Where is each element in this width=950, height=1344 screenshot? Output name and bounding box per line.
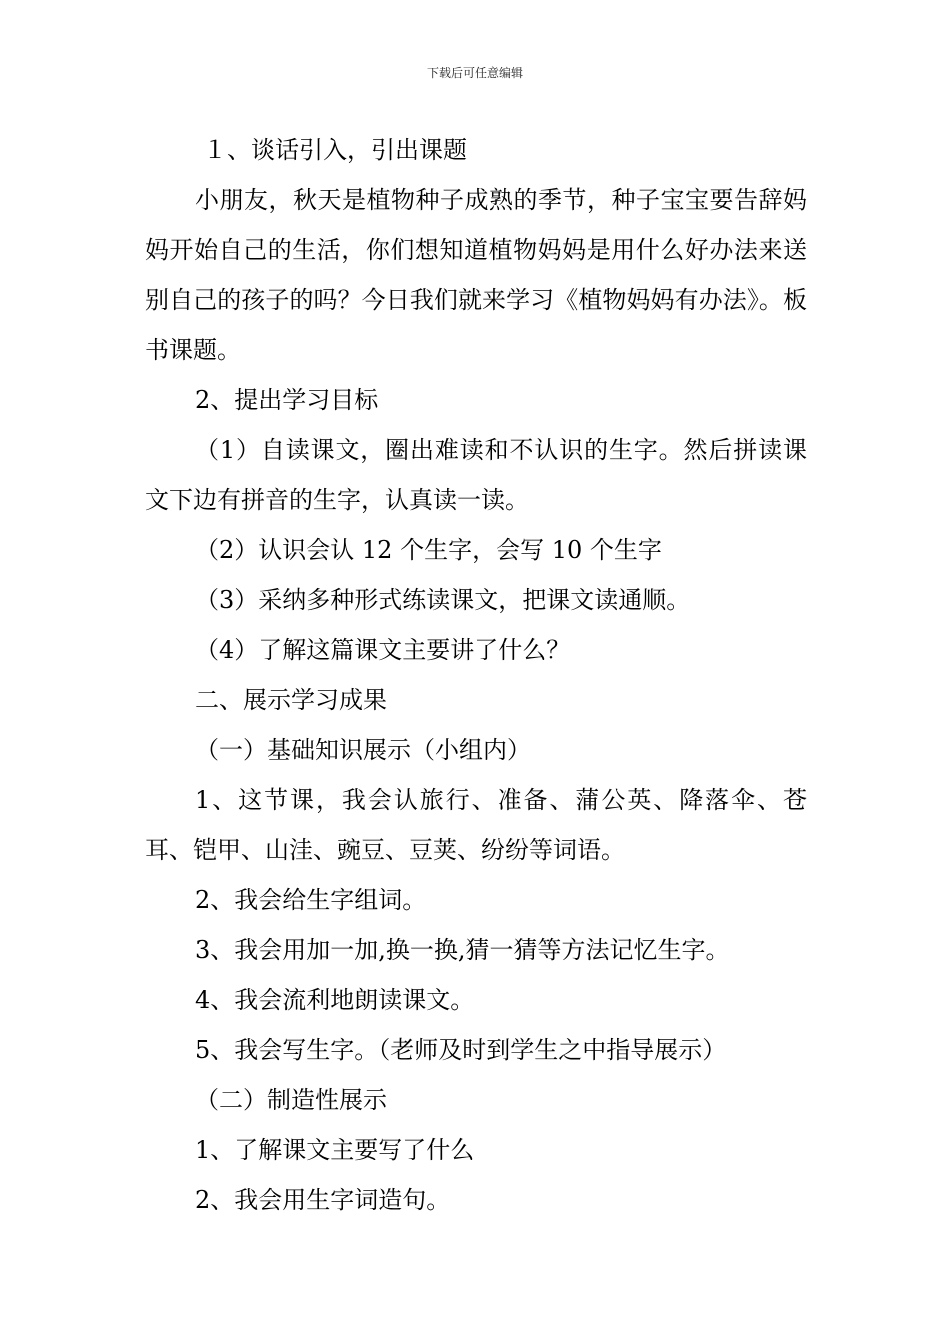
document-body: [145, 125, 807, 1225]
paragraph-2: 小朋友，秋天是植物种子成熟的季节，种子宝宝要告辞妈妈开始自己的生活，你们想知道植物妈妈是用什么好办法来送别自己的孩子的吗？今日我们就来学习《植物妈妈有办法》。板书课题。: [145, 186, 807, 364]
paragraph-14: 5、我会写生字。（老师及时到学生之中指导展示）: [195, 1036, 727, 1064]
paragraph-11: 2、我会给生字组词。: [195, 886, 427, 914]
paragraph-12: 3、我会用加一加,换一换,猜一猜等方法记忆生字。: [195, 936, 730, 964]
paragraph-17: 2、我会用生字词造句。: [195, 1186, 451, 1214]
paragraph-9: （一）基础知识展示（小组内）: [195, 736, 531, 764]
paragraph-6: （3）采纳多种形式练读课文，把课文读通顺。: [195, 586, 691, 614]
paragraph-5: （2）认识会认 12 个生字，会写 10 个生字: [195, 536, 662, 564]
paragraph-13: 4、我会流利地朗读课文。: [195, 986, 475, 1014]
paragraph-8: 二、展示学习成果: [195, 686, 387, 714]
paragraph-1: １、谈话引入，引出课题: [203, 136, 467, 164]
paragraph-3: 2、提出学习目标: [195, 386, 379, 414]
paragraph-16: 1、了解课文主要写了什么: [195, 1136, 475, 1164]
paragraph-15: （二）制造性展示: [195, 1086, 387, 1114]
page-header: 下载后可任意编辑: [426, 66, 523, 80]
paragraph-10: 1、这节课，我会认旅行、准备、蒲公英、降落伞、苍耳、铠甲、山洼、豌豆、豆荚、纷纷等词语。: [145, 786, 807, 864]
paragraph-4: （1）自读课文，圈出难读和不认识的生字。然后拼读课文下边有拼音的生字，认真读一读。: [145, 436, 807, 514]
paragraph-7: （4）了解这篇课文主要讲了什么？: [195, 636, 571, 664]
